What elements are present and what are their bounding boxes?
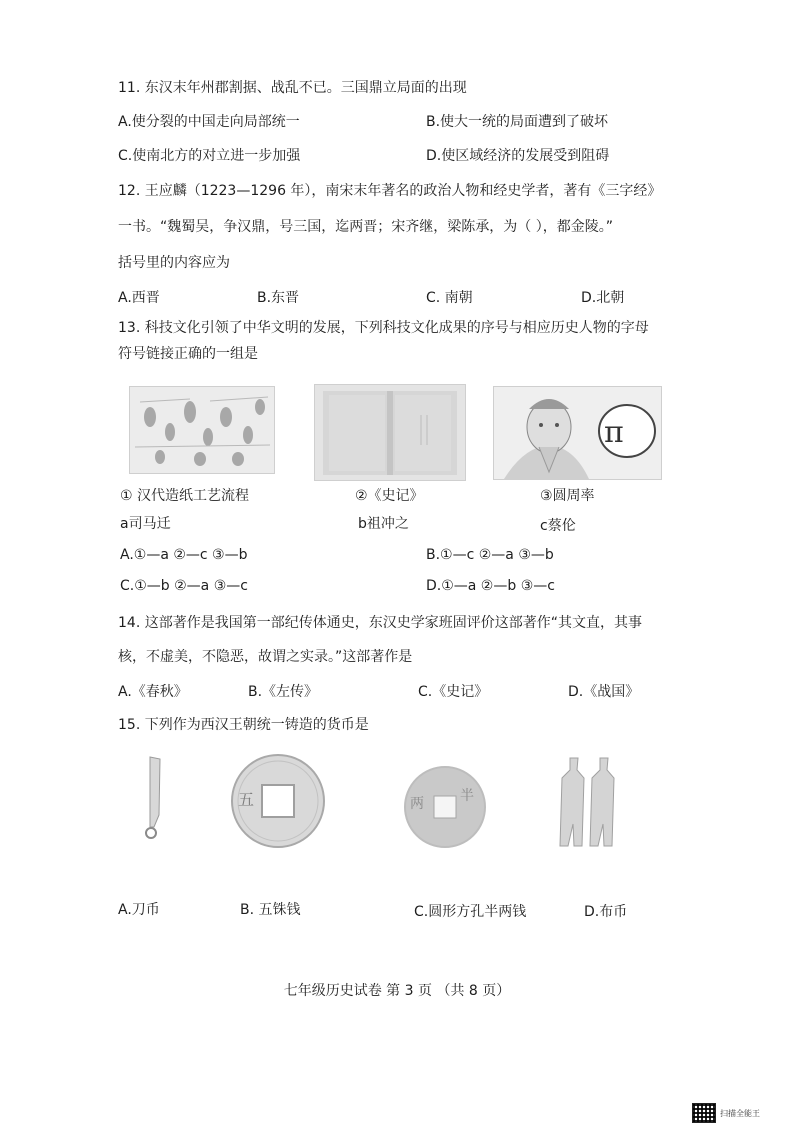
q13-stem-line2: 符号链接正确的一组是 xyxy=(118,346,258,362)
q11-option-c: C.使南北方的对立进一步加强 xyxy=(118,148,301,164)
qr-code-icon xyxy=(692,1103,716,1123)
q11-stem: 11. 东汉末年州郡割据、战乱不已。三国鼎立局面的出现 xyxy=(118,80,467,96)
zu-chongzhi-image xyxy=(493,386,662,480)
q15-option-b: B. 五铢钱 xyxy=(240,902,301,918)
q12-option-a: A.西晋 xyxy=(118,290,160,306)
q13-stem-line1: 13. 科技文化引领了中华文明的发展，下列科技文化成果的序号与相应历史人物的字母 xyxy=(118,320,649,336)
q14-option-a: A.《春秋》 xyxy=(118,684,188,700)
q13-person-b: b祖冲之 xyxy=(358,516,409,532)
q12-stem-line3: 括号里的内容应为 xyxy=(118,255,230,271)
q13-person-c: c蔡伦 xyxy=(540,518,576,534)
q13-caption-2: ②《史记》 xyxy=(355,488,424,504)
q15-option-d: D.布币 xyxy=(584,904,628,920)
pi-symbol: π xyxy=(604,415,624,450)
q13-caption-1: ① 汉代造纸工艺流程 xyxy=(120,488,250,504)
q13-option-c: C.①—b ②—a ③—c xyxy=(120,578,248,594)
q14-option-b: B.《左传》 xyxy=(248,684,319,700)
q12-stem-line2: 一书。“魏蜀吴，争汉鼎，号三国，迄两晋；宋齐继，梁陈承，为（ ），都金陵。” xyxy=(118,219,613,235)
shiji-book-image xyxy=(314,384,466,481)
q14-stem-line1: 14. 这部著作是我国第一部纪传体通史，东汉史学家班固评价这部著作“其文直，其事 xyxy=(118,615,642,631)
q13-option-a: A.①—a ②—c ③—b xyxy=(120,547,248,563)
q12-option-c: C. 南朝 xyxy=(426,290,473,306)
spade-coin-image xyxy=(556,754,626,850)
q15-stem: 15. 下列作为西汉王朝统一铸造的货币是 xyxy=(118,717,369,733)
q13-option-d: D.①—a ②—b ③—c xyxy=(426,578,555,594)
scanner-watermark xyxy=(692,1104,788,1122)
q14-option-c: C.《史记》 xyxy=(418,684,489,700)
knife-coin-image xyxy=(138,755,168,840)
q11-option-d: D.使区域经济的发展受到阻碍 xyxy=(426,148,610,164)
scanner-label: 扫描全能王 xyxy=(720,1108,760,1118)
q12-option-d: D.北朝 xyxy=(581,290,625,306)
q12-option-b: B.东晋 xyxy=(257,290,300,306)
coin-c-left-character: 两 xyxy=(410,796,424,812)
coin-c-right-character: 半 xyxy=(460,788,474,804)
q11-option-a: A.使分裂的中国走向局部统一 xyxy=(118,114,300,130)
q12-stem-line1: 12. 王应麟（1223—1296 年），南宋末年著名的政治人物和经史学者，著有《三字经》 xyxy=(118,183,662,199)
page-footer: 七年级历史试卷 第 3 页 （共 8 页） xyxy=(283,983,511,999)
q13-caption-3: ③圆周率 xyxy=(540,488,595,504)
q14-option-d: D.《战国》 xyxy=(568,684,640,700)
coin-b-character: 五 xyxy=(238,790,255,809)
q15-option-a: A.刀币 xyxy=(118,902,160,918)
q13-person-a: a司马迁 xyxy=(120,516,171,532)
q13-option-b: B.①—c ②—a ③—b xyxy=(426,547,554,563)
q14-stem-line2: 核，不虚美，不隐恶，故谓之实录。”这部著作是 xyxy=(118,649,413,665)
papermaking-image xyxy=(129,386,275,474)
q15-option-c: C.圆形方孔半两钱 xyxy=(414,904,527,920)
q11-option-b: B.使大一统的局面遭到了破坏 xyxy=(426,114,609,130)
